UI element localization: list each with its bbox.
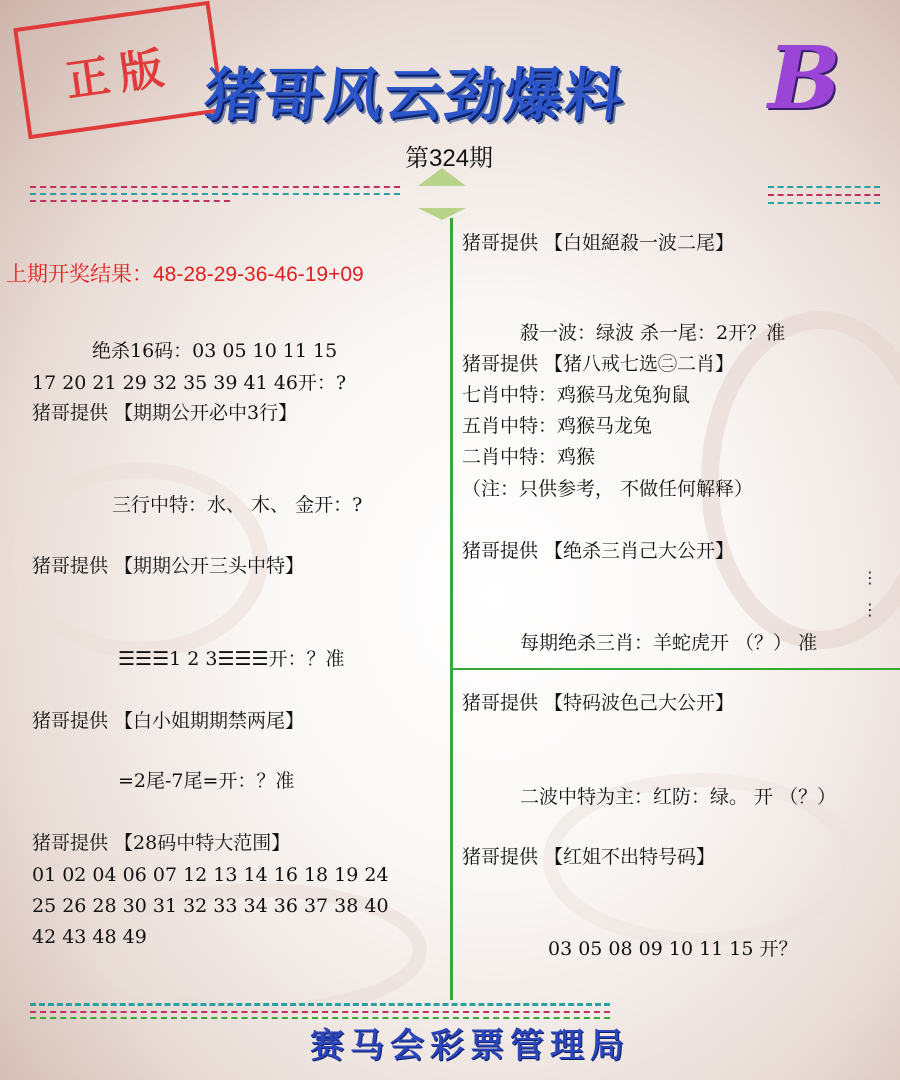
r2-line2: 五肖中特：鸡猴马龙兔 xyxy=(462,415,653,437)
block3-body: =2尾-7尾=开：？准 xyxy=(118,770,295,792)
block4-numbers-line1: 01 02 04 06 07 12 13 14 16 18 19 24 xyxy=(32,864,389,886)
r4-header: 猪哥提供 【特码波色己大公开】 xyxy=(462,692,735,714)
r2-note: （注：只供参考， 不做任何解释） xyxy=(462,478,754,500)
block4-numbers-line2: 25 26 28 30 31 32 33 34 36 37 38 40 xyxy=(32,895,389,917)
ornament-diamond-bottom xyxy=(418,208,466,220)
r2-header: 猪哥提供 【猪八戒七选㊁二肖】 xyxy=(462,353,735,375)
edition-mark: B xyxy=(768,28,841,129)
r3-body: 每期绝杀三肖：羊蛇虎开 （？） 准 xyxy=(520,632,818,654)
r3-dots-2: ⋮ xyxy=(862,600,878,619)
r3-header: 猪哥提供 【绝杀三肖己大公开】 xyxy=(462,540,735,562)
block3-header: 猪哥提供 【白小姐期期禁两尾】 xyxy=(32,710,305,732)
footer-rule-1 xyxy=(30,1003,610,1008)
footer-rule-2 xyxy=(30,1011,610,1015)
r2-line3: 二肖中特：鸡猴 xyxy=(462,446,596,468)
ornament-diamond-top xyxy=(418,168,466,186)
header-rule-right-1 xyxy=(768,186,880,190)
issue-number: 第324期 xyxy=(405,145,494,172)
header-rule-left-2 xyxy=(30,193,400,197)
block1-body: 三行中特：水、 木、 金开：? xyxy=(112,494,363,516)
r4-body: 二波中特为主：红防：绿。 开 （？） xyxy=(520,786,837,808)
last-draw-result: 上期开奖结果：48-28-29-36-46-19+09 xyxy=(6,263,364,286)
block1-header: 猪哥提供 【期期公开必中3行】 xyxy=(32,402,298,424)
header-rule-right-2 xyxy=(768,194,880,198)
page-title: 猪哥风云劲爆料 xyxy=(200,61,629,129)
r3-dots-1: ⋮ xyxy=(862,568,878,587)
header-rule-left-3 xyxy=(30,200,230,204)
r1-body: 殺一波：绿波 杀一尾：2开？准 xyxy=(520,322,786,344)
block4-numbers-line3: 42 43 48 49 xyxy=(32,926,147,948)
r5-body: 03 05 08 09 10 11 15 开？ xyxy=(548,938,798,960)
kill16-line2: 17 20 21 29 32 35 39 41 46开：? xyxy=(32,372,347,394)
authentic-stamp: 正版 xyxy=(13,1,225,139)
kill16-line1: 绝杀16码：03 05 10 11 15 xyxy=(92,340,338,362)
header-rule-right-3 xyxy=(768,202,880,206)
footer-issuer: 赛马会彩票管理局 xyxy=(310,1026,630,1066)
block2-body: ☰☰☰1 2 3☰☰☰开：？准 xyxy=(118,648,345,670)
column-divider xyxy=(450,218,453,1000)
right-section-divider xyxy=(450,668,900,670)
header-rule-left-1 xyxy=(30,186,400,190)
r5-header: 猪哥提供 【红姐不出特号码】 xyxy=(462,846,716,868)
r1-header: 猪哥提供 【白姐絕殺一波二尾】 xyxy=(462,232,735,254)
block4-header: 猪哥提供 【28码中特大范围】 xyxy=(32,832,291,854)
r2-line1: 七肖中特：鸡猴马龙兔狗鼠 xyxy=(462,384,691,406)
block2-header: 猪哥提供 【期期公开三头中特】 xyxy=(32,555,305,577)
